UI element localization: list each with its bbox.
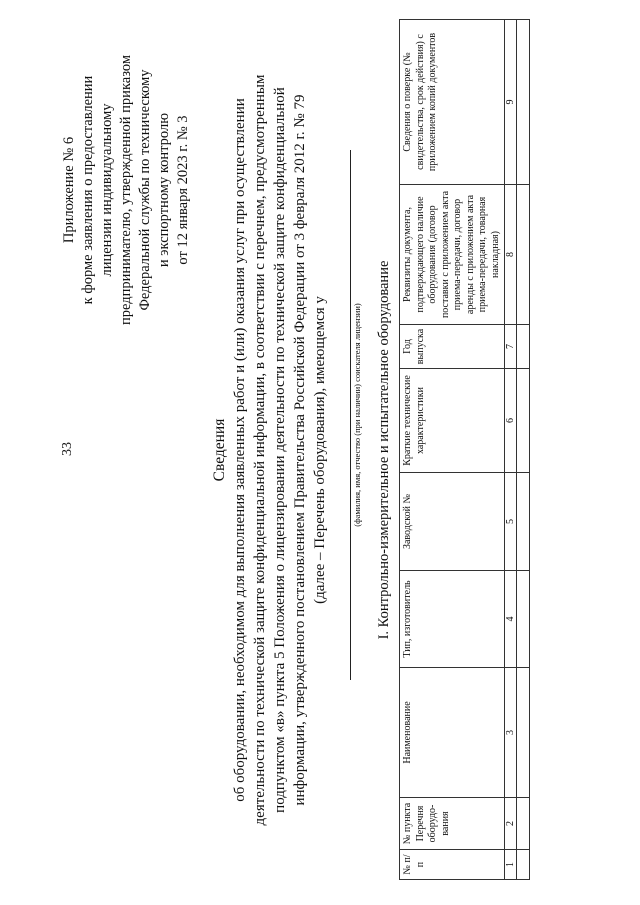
column-number-cell: 1 (505, 850, 517, 880)
applicant-name-caption: (фамилия, имя, отчество (при наличии) соискателя лицензии) (352, 303, 362, 527)
empty-cell (517, 798, 530, 850)
header-cell: Наименование (400, 668, 505, 798)
heading-line-3: подпунктом «в» пункта 5 Положения о лицензировании деятельности по технической защите конфиденциальной (272, 87, 288, 813)
column-number-cell: 5 (505, 473, 517, 571)
header-cell: № п/п (400, 850, 505, 880)
appendix-line-7: от 12 января 2023 г. № 3 (175, 115, 191, 265)
table-header-row (400, 20, 505, 880)
header-cell: Реквизиты документа, подтверждающего наличие оборудования (договор поставки с приложением акта приема-передачи, договор аренды с приложением акта приема-передачи, товарная накладная) (400, 185, 505, 325)
empty-cell (517, 668, 530, 798)
column-number-cell: 6 (505, 369, 517, 473)
appendix-line-4: предпринимателю, утвержденной приказом (118, 55, 134, 325)
column-number-cell: 7 (505, 325, 517, 369)
heading-line-5: (далее – Перечень оборудования), имеющемся у (312, 296, 328, 604)
appendix-block (60, 20, 193, 360)
heading-title: Сведения (211, 418, 228, 482)
table-empty-row (517, 20, 530, 880)
empty-cell (517, 20, 530, 185)
column-number-cell: 4 (505, 571, 517, 668)
heading-line-1: об оборудовании, необходимом для выполнения заявленных работ и (или) оказания услуг при осуществлении (232, 98, 248, 802)
empty-cell (517, 185, 530, 325)
header-cell: Заводской № (400, 473, 505, 571)
appendix-line-2: к форме заявления о предоставлении (80, 75, 96, 305)
table-number-row (505, 20, 517, 880)
empty-cell (517, 325, 530, 369)
rotated-page-content (60, 20, 620, 880)
column-number-cell: 8 (505, 185, 517, 325)
empty-cell (517, 473, 530, 571)
appendix-line-6: и экспортному контролю (156, 112, 172, 268)
header-cell: Год выпуска (400, 325, 505, 369)
equipment-table (399, 19, 530, 880)
applicant-name-line (350, 150, 351, 680)
column-number-cell: 2 (505, 798, 517, 850)
header-cell: № пункта Перечня оборудо-вания (400, 798, 505, 850)
empty-cell (517, 369, 530, 473)
document-heading (210, 20, 330, 880)
heading-line-2: деятельности по технической защите конфиденциальной информации, в соответствии с перечнем, предусмотренным (252, 74, 268, 826)
column-number-cell: 3 (505, 668, 517, 798)
empty-cell (517, 571, 530, 668)
heading-line-4: информации, утвержденного постановлением Правительства Российской Федерации от 3 февраля 2012 г. № 79 (292, 94, 308, 806)
page-number: 33 (60, 442, 75, 456)
appendix-line-1: Приложение № 6 (61, 136, 77, 244)
appendix-line-5: Федеральной службы по техническому (137, 69, 153, 311)
header-cell: Краткие технические характеристики (400, 369, 505, 473)
section-title: I. Контрольно-измерительное и испытательное оборудование (376, 260, 392, 640)
column-number-cell: 9 (505, 20, 517, 185)
header-cell: Тип, изготовитель (400, 571, 505, 668)
empty-cell (517, 850, 530, 880)
appendix-line-3: лицензии индивидуальному (99, 103, 115, 277)
header-cell: Сведения о поверке (№ свидетельства, срок действия) с приложением копий документов (400, 20, 505, 185)
